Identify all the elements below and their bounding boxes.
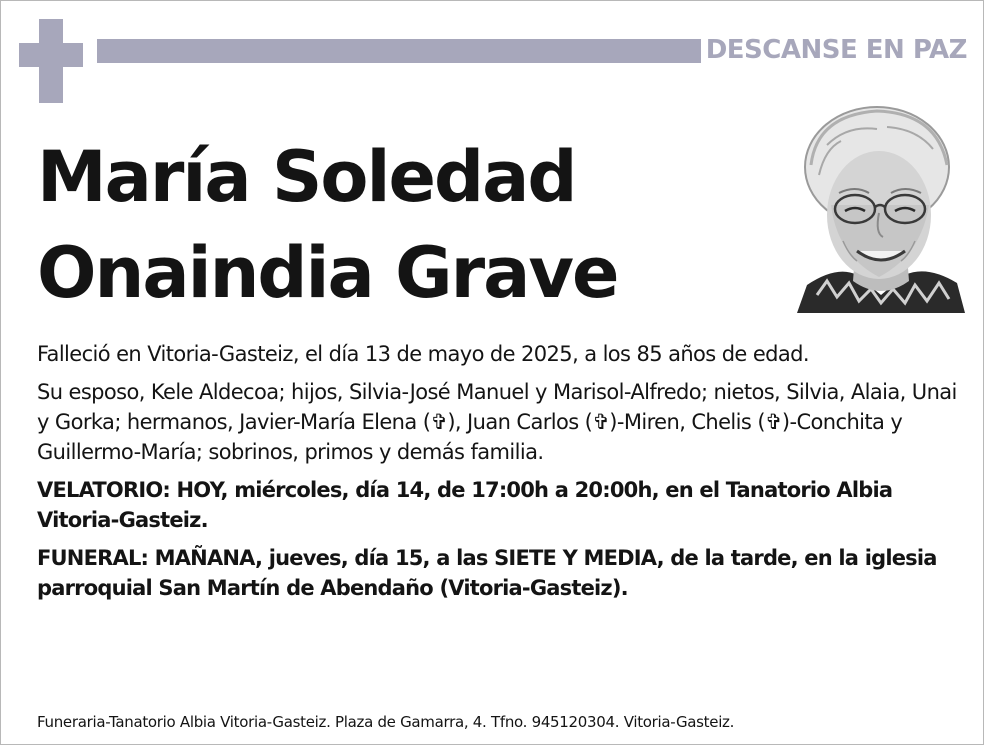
funeral-details: FUNERAL: MAÑANA, jueves, día 15, a las SIETE Y MEDIA, de la tarde, en la iglesia parroquial San Martín de Abendaño (Vitoria-Gasteiz).	[37, 546, 937, 600]
name-line-2: Onaindia Grave	[37, 232, 618, 314]
header-bar	[97, 39, 701, 63]
deceased-name	[37, 129, 617, 321]
cross-icon	[19, 19, 83, 103]
death-announcement: Falleció en Vitoria-Gasteiz, el día 13 de mayo de 2025, a los 85 años de edad.	[37, 342, 809, 366]
family-list: Su esposo, Kele Aldecoa; hijos, Silvia-José Manuel y Marisol-Alfredo; nietos, Silvia, Alaia, Unai y Gorka; hermanos, Javier-María Elena (✞), Juan Carlos (✞)-Miren, Chelis (✞)-Conchita y Guillermo-María; sobrinos, primos y demás familia.	[37, 380, 957, 464]
wake-details: VELATORIO: HOY, miércoles, día 14, de 17:00h a 20:00h, en el Tanatorio Albia Vitoria-Gasteiz.	[37, 478, 893, 532]
notice-body	[37, 339, 957, 611]
funeral-home-footer: Funeraria-Tanatorio Albia Vitoria-Gasteiz. Plaza de Gamarra, 4. Tfno. 945120304. Vitoria-Gasteiz.	[37, 713, 735, 731]
name-line-1: María Soledad	[37, 136, 576, 218]
portrait-photo	[797, 105, 965, 313]
rest-in-peace-label: DESCANSE EN PAZ	[705, 35, 967, 65]
